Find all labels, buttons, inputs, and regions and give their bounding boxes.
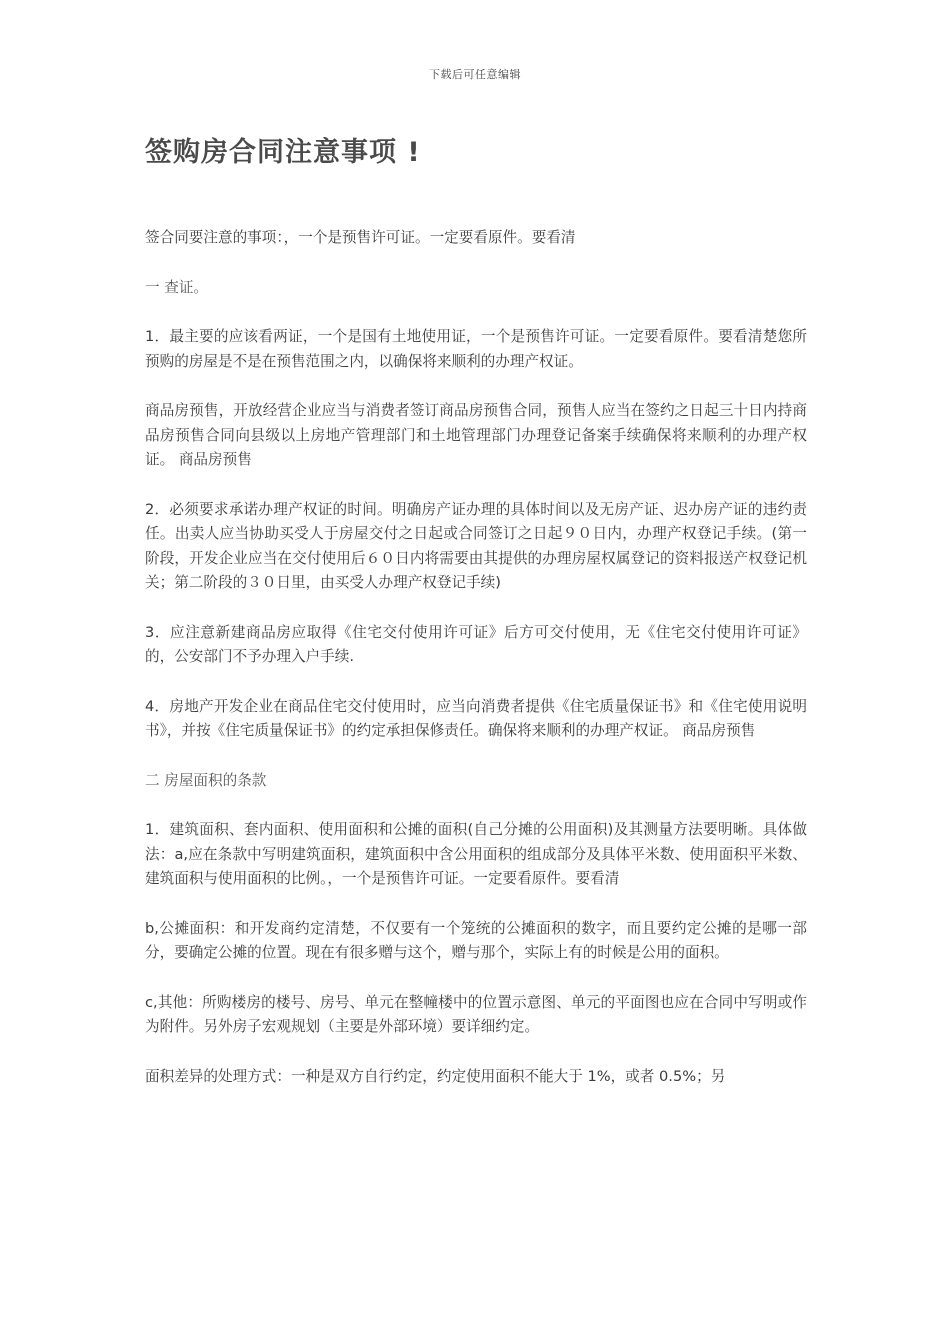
paragraph-item-2: 2．必须要求承诺办理产权证的时间。明确房产证办理的具体时间以及无房产证、迟办房产证的违约责任。出卖人应当协助买受人于房屋交付之日起或合同签订之日起９０日内，办理产权登记手续。(第一阶段，开发企业应当在交付使用后６０日内将需要由其提供的办理房屋权属登记的资料报送产权登记机关；第二阶段的３０日里，由买受人办理产权登记手续): [145, 500, 807, 591]
intro-paragraph: 签合同要注意的事项：，一个是预售许可证。一定要看原件。要看清: [145, 229, 576, 246]
paragraph-item-4: 4．房地产开发企业在商品住宅交付使用时，应当向消费者提供《住宅质量保证书》和《住宅使用说明书》，并按《住宅质量保证书》的约定承担保修责任。确保将来顺利的办理产权证。 商品房预售: [145, 697, 807, 739]
paragraph-area-c: c,其他：所购楼房的楼号、房号、单元在整幢楼中的位置示意图、单元的平面图也应在合同中写明或作为附件。另外房子宏观规划（主要是外部环境）要详细约定。: [145, 993, 807, 1035]
document-title: 签购房合同注意事项 !: [145, 137, 421, 168]
paragraph-presale: 商品房预售，开放经营企业应当与消费者签订商品房预售合同，预售人应当在签约之日起三十日内持商品房预售合同向县级以上房地产管理部门和土地管理部门办理登记备案手续确保将来顺利的办理产权证。 商品房预售: [145, 402, 807, 468]
paragraph-area-1: 1．建筑面积、套内面积、使用面积和公摊的面积(自己分摊的公用面积)及其测量方法要明晰。具体做法：a,应在条款中写明建筑面积，建筑面积中含公用面积的组成部分及具体平米数、使用面积平米数、建筑面积与使用面积的比例。，一个是预售许可证。一定要看原件。要看清: [145, 821, 807, 887]
section-heading-verify: 一 查证。: [145, 278, 209, 296]
paragraph-item-3: 3．应注意新建商品房应取得《住宅交付使用许可证》后方可交付使用，无《住宅交付使用许可证》的，公安部门不予办理入户手续.: [145, 623, 807, 665]
section-heading-area: 二 房屋面积的条款: [145, 771, 267, 789]
paragraph-item-1: 1．最主要的应该看两证，一个是国有土地使用证，一个是预售许可证。一定要看原件。要看清楚您所预购的房屋是不是在预售范围之内，以确保将来顺利的办理产权证。: [145, 328, 807, 370]
document-body: [145, 226, 807, 1114]
paragraph-area-difference: 面积差异的处理方式：一种是双方自行约定，约定使用面积不能大于 1%，或者 0.5%；另: [145, 1067, 726, 1085]
paragraph-area-b: b,公摊面积：和开发商约定清楚，不仅要有一个笼统的公摊面积的数字，而且要约定公摊的是哪一部分，要确定公摊的位置。现在有很多赠与这个，赠与那个，实际上有的时候是公用的面积。: [145, 919, 807, 961]
header-note: 下载后可任意编辑: [429, 68, 521, 81]
